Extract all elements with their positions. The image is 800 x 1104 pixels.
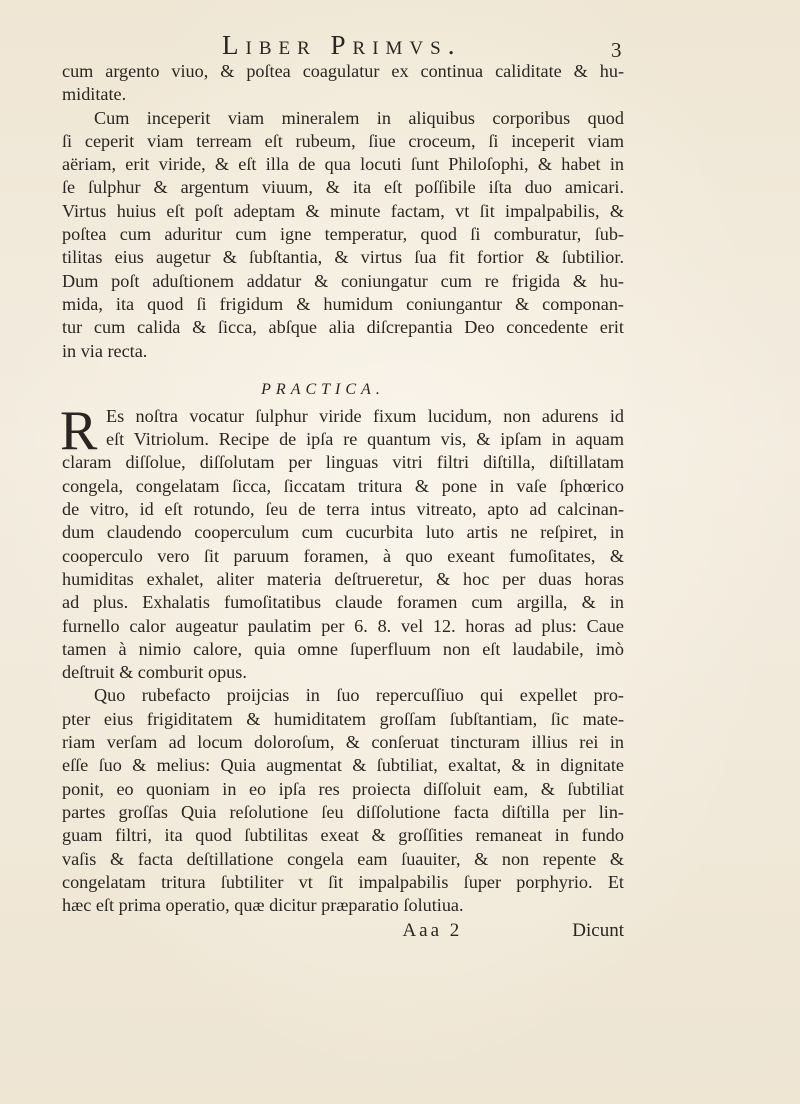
text-line: tamen à nimio calore, quia omne ſuperfluum non eſt laudabile, imò [62, 638, 624, 659]
text-line: eſt Vitriolum. Recipe de ipſa re quantum vis, & ipſam in aquam [106, 429, 624, 450]
paragraph-practica [60, 399, 624, 685]
text-line: congela, congelatam ſicca, ſiccatam tritura & pone in vaſe ſphœrico [62, 475, 624, 496]
page-footer [62, 919, 624, 943]
signature-mark: Aaa 2 [402, 920, 463, 942]
text-line: hæc eſt prima operatio, quæ dicitur præparatio ſolutiua. [62, 895, 464, 916]
text-line: aëriam, erit viride, & eſt illa de qua locuti ſunt Philoſophi, & habet in [62, 154, 624, 175]
text-line: vaſis & facta deſtillatione congela eam ſuauiter, & non repente & [62, 848, 624, 869]
text-line: ſi ceperit viam terream eſt rubeum, ſiue croceum, ſi inceperit viam [62, 130, 624, 151]
catchword: Dicunt [572, 920, 624, 942]
text-block [62, 60, 624, 943]
running-head: Liber Primvs. [222, 30, 462, 60]
text-line: miditate. [62, 84, 127, 105]
text-line: de vitro, id eſt rotundo, ſeu de terra intus vitreato, apto ad calcinan- [62, 499, 624, 520]
text-line: Cum inceperit viam mineralem in aliquibus corporibus quod [94, 107, 624, 128]
text-line: tur cum calida & ſicca, abſque alia diſcrepantia Deo concedente erit [62, 317, 624, 338]
paragraph-rubefaction [62, 684, 624, 917]
text-line: Es noſtra vocatur ſulphur viride fixum lucidum, non adurens id [106, 405, 624, 426]
text-line: poſtea cum aduritur cum igne temperatur, quod ſi comburatur, ſub- [62, 224, 624, 245]
text-line: deſtruit & comburit opus. [62, 662, 247, 683]
text-line: ponit, eo quoniam in eo ipſa res proiecta diſſoluit eam, & ſubtiliat [62, 778, 624, 799]
text-line: in via recta. [62, 340, 148, 361]
text-line: pter eius frigiditatem & humiditatem groſſam ſubſtantiam, ſic mate- [62, 708, 624, 729]
text-line: Dum poſt aduſtionem addatur & coniungatur cum re frigida & hu- [62, 270, 624, 291]
text-line: partes groſſas Quia reſolutione ſeu diſſolutione facta diſtilla per lin- [62, 801, 624, 822]
text-line: Virtus huius eſt poſt adeptam & minute factam, vt ſit impalpabilis, & [62, 200, 624, 221]
page-header [0, 30, 800, 64]
paragraph-continuation [62, 60, 624, 107]
text-line: claram diſſolue, diſſolutam per linguas vitri filtri diſtilla, diſtillatam [62, 452, 624, 473]
page-number: 3 [611, 38, 622, 62]
text-line: cooperculo vero ſit paruum foramen, à quo exeant fumoſitates, & [62, 545, 624, 566]
section-heading-practica: PRACTICA. [261, 380, 385, 398]
drop-cap: R [60, 399, 98, 462]
text-line: tilitas eius augetur & ſubſtantia, & virtus ſua fit fortior & ſubtilior. [62, 247, 624, 268]
text-line: furnello calor augeatur paulatim per 6. 8. vel 12. horas ad plus: Caue [62, 615, 624, 636]
text-line: cum argento viuo, & poſtea coagulatur ex continua caliditate & hu- [62, 61, 624, 81]
text-line: humiditas exhalet, aliter materia deſtrueretur, & hoc per duas horas [62, 568, 624, 589]
text-line: dum claudendo cooperculum cum cucurbita luto artis ne reſpiret, in [62, 522, 624, 543]
text-line: eſſe ſuo & melius: Quia augmentat & ſubtiliat, exaltat, & in dignitate [62, 755, 624, 776]
text-line: ſe ſulphur & argentum viuum, & ita eſt poſſibile iſta duo amicari. [62, 177, 624, 198]
text-line: mida, ita quod ſi frigidum & humidum coniungantur & componan- [62, 293, 624, 314]
text-line: riam verſam ad locum doloroſum, & conſeruat tincturam illius rei in [62, 732, 624, 753]
text-line: Quo rubefacto proijcias in ſuo repercuſſiuo qui expellet pro- [94, 685, 624, 706]
paragraph-mineral-way [62, 107, 624, 363]
text-line: congelatam tritura ſubtiliter vt ſit impalpabilis ſuper porphyrio. Et [62, 871, 624, 892]
text-line: guam filtri, ita quod ſubtilitas exeat & groſſities remaneat in fundo [62, 825, 624, 846]
text-line: ad plus. Exhalatis fumoſitatibus claude foramen cum argilla, & in [62, 592, 624, 613]
